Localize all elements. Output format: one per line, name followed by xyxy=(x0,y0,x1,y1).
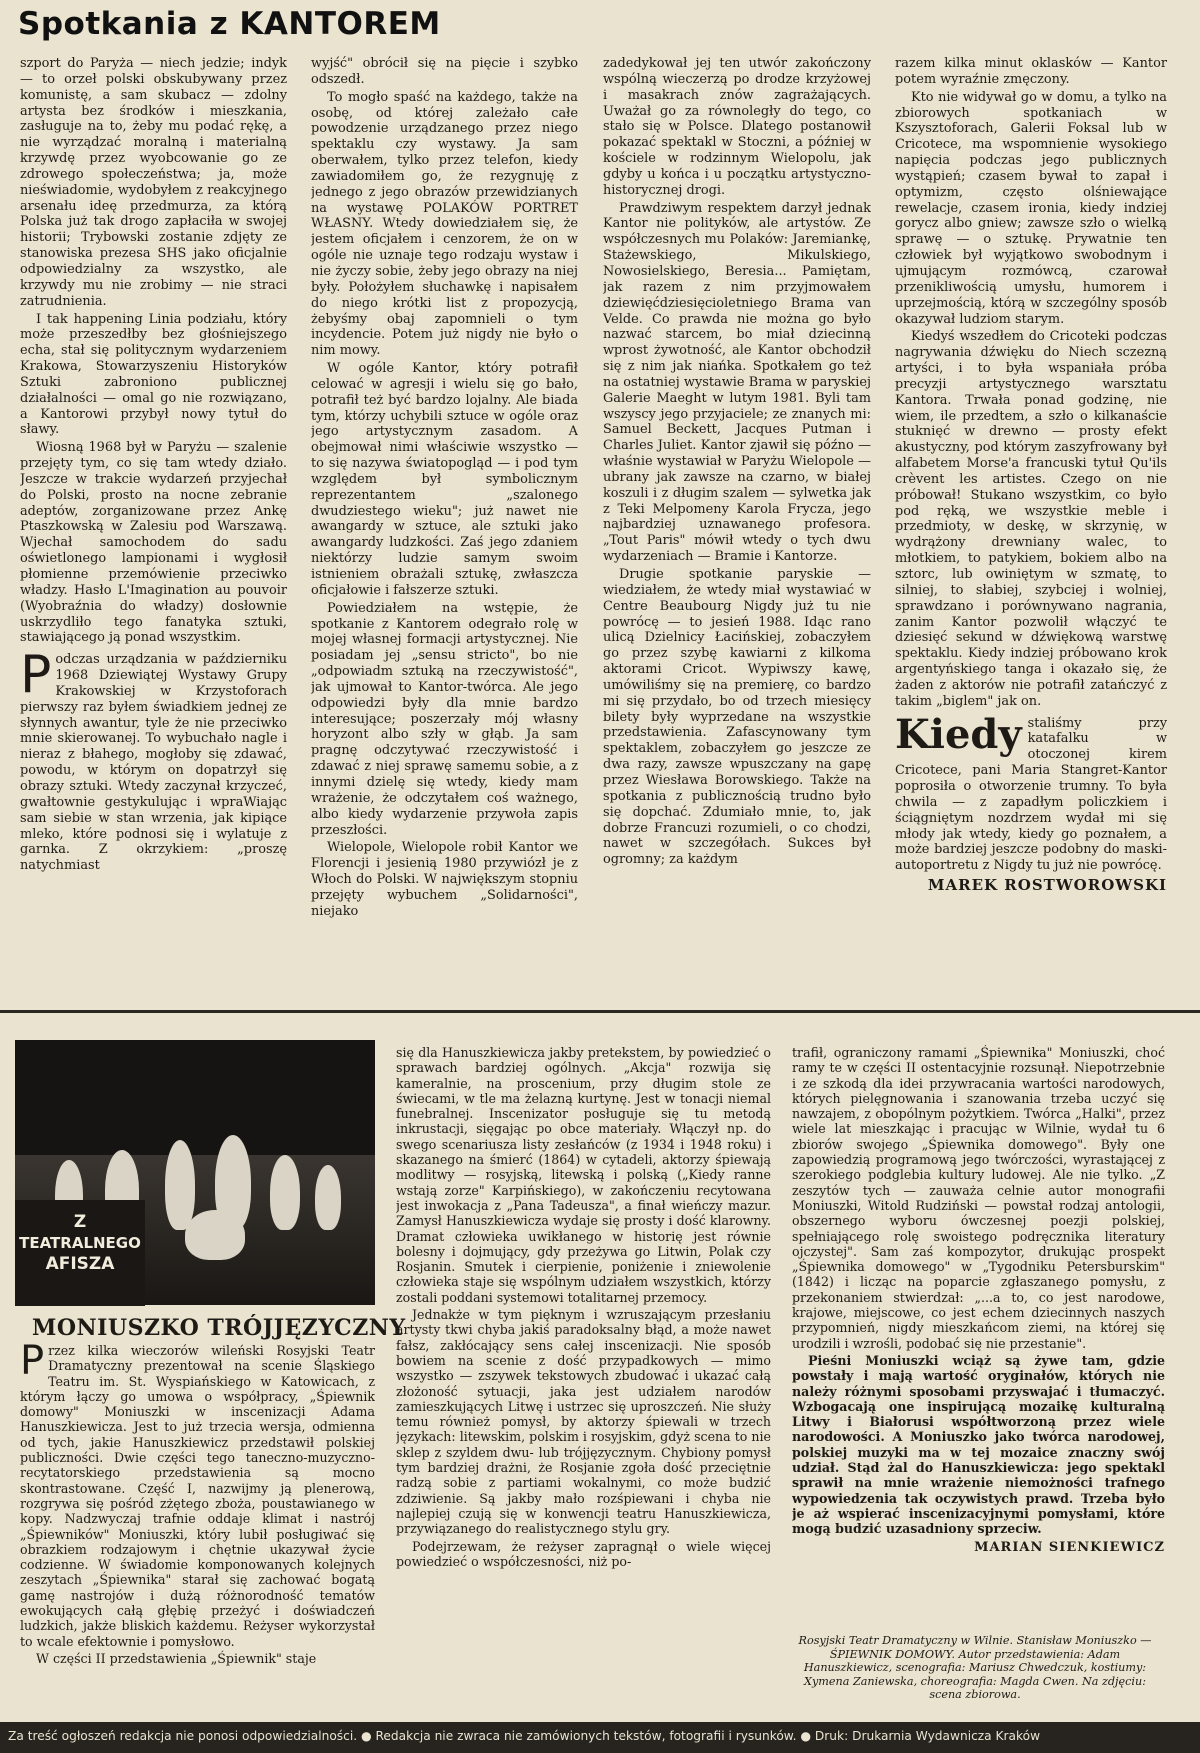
paragraph-text: rzez kilka wieczorów wileński Rosyjski Teatr Dramatyczny prezentował na scenie Śląskiego Teatru im. St. Wyspiańskiego w Katowicach, z którym łączy go umowa o współpracy, „Śpiewnik domowy" Moniuszki w inscenizacji Adama Hanuszkiewicza. Jest to już trzecia wersja, odmienna od tych, jakie Hanuszkiewicz przedstawił polskiej publiczności. Dwie części tego taneczno-muzyczno-recytatorskiego przedstawienia są mocno skontrastowane. Część I, nazwijmy ją plenerową, rozgrywa się pośród zżętego zboża, poustawianego w kopy. Nadzwyczaj trafnie oddaje klimat i nastrój „Śpiewników" Moniuszki, który lubił posługiwać się obrazkiem rodzajowym i chętnie ukazywał życie codzienne. W świadomie komponowanych kolejnych zeszytach „Śpiewnika" starał się zachować bogatą gamę nastrojów i dużą różnorodność tematów ewokujących całą głębię przeżyć i doświadczeń ludzkich, jakże bliskich każdemu. Reżyser wykorzystał to wcale efektownie i pomysłowo. xyxy=(20,1343,375,1649)
article1-column-2 xyxy=(311,56,578,1004)
paragraph: Prawdziwym respektem darzył jednak Kantor nie polityków, ale artystów. Ze współczesnych mu Polaków: Jaremiankę, Stażewskiego, Mikulskiego, Nowosielskiego, Beresia... Pamiętam, jak razem z nim przyjmowałem dziewięćdziesięcioletniego Brama van Velde. Co prawda nie można go było nazwać starcem, bo miał dziecinną wprost żywotność, ale Kantor obchodził się z nim jak niańka. Spotkałem go też na ostatniej wystawie Brama w paryskiej Galerie Maeght w lutym 1981. Byli tam wszyscy jego przyjaciele; ze znanych mi: Samuel Beckett, Jacques Putman i Charles Juliet. Kantor zjawił się późno — właśnie wystawiał w Paryżu Wielopole — ubrany jak zawsze na czarno, w białej koszuli i z długim szalem — sylwetka jak z Teki Melpomeny Karola Frycza, jego najbardziej uznawanego profesora. „Tout Paris" mówił wtedy o tych dwu wydarzeniach — Bramie i Kantorze. xyxy=(603,200,871,565)
drop-cap: P xyxy=(20,645,52,706)
paragraph: To mogło spaść na każdego, także na osobę, od której zależało całe powodzenie urządzanego przez niego spektaklu czy wystawy. Ja sam oberwałem, tylko przez telefon, kiedy zawiadomiłem go, że rezygnuję z jednego z jego obrazów przewidzianych na wystawę POLAKÓW PORTRET WŁASNY. Wtedy dowiedziałem się, że jestem oficjałem i cenzorem, że on w ogóle nie uznaje tego rodzaju wystaw i nie życzy sobie, żeby jego obrazy na niej były. Położyłem słuchawkę i napisałem do niego krótki list z propozycją, żebyśmy obaj zapomnieli o tym incydencie. Potem już nigdy nie było o nim mowy. xyxy=(311,89,578,359)
drop-word: Kiedy xyxy=(895,715,1022,758)
badge-line: AFISZA xyxy=(45,1254,115,1274)
article1-column-4 xyxy=(895,56,1167,1004)
paragraph xyxy=(20,645,287,874)
performer-figure xyxy=(270,1155,300,1230)
article1-column-3 xyxy=(603,56,871,1004)
footer-notice: Za treść ogłoszeń redakcja nie ponosi odpowiedzialności. ● Redakcja nie zwraca nie zamówionych tekstów, fotografii i rysunków. ● Druk: Drukarnia Wydawnicza Kraków xyxy=(0,1722,1200,1753)
paragraph: Wiosną 1968 był w Paryżu — szalenie przejęty tym, co się tam wtedy działo. Jeszcze w trakcie wydarzeń przyjechał do Polski, prosto na nocne zebranie adeptów, zorganizowane przez Ankę Ptaszkowską w Zalesiu pod Warszawą. Wjechał samochodem do sadu oświetlonego lampionami i wygłosił płomienne przemówienie przeciwko władzy. Hasło L'Imagination au pouvoir (Wyobraźnia do władzy) dosłownie uskrzydliło tego fanatyka sztuki, stawiającego ją ponad wszystkim. xyxy=(20,440,287,646)
paragraph: Jednakże w tym pięknym i wzruszającym przesłaniu artysty tkwi chyba jakiś paradoksalny błąd, a może nawet fałsz, zakłócający sens całej inscenizacji. Nie sposób bowiem na scenie z dość przypadkowych — mimo wszystko — zszywek tekstowych zbudować i ukazać całą złożoność sytuacji, jaka jest udziałem narodów zamieszkujących Litwę i ustrzec się uproszczeń. Nie służy temu również pomysł, by aktorzy śpiewali w trzech językach: litewskim, polskim i rosyjskim, gdyż scena to nie sklep z szyldem dwu- lub trójjęzycznym. Chybiony pomysł tym bardziej drażni, że Rosjanie zgoła dość przeciętnie radzą sobie z partiami wokalnymi, co może budzić zdziwienie. Są jakby mało rozśpiewani i chyba nie najlepiej czują się w konwencji teatru Hanuszkiewicza, przywiązanego do realistycznego stylu gry. xyxy=(396,1307,771,1537)
paragraph: I tak happening Linia podziału, który może przeszedłby bez głośniejszego echa, stał się politycznym wydarzeniem Krakowa, Stowarzyszeniu Historyków Sztuki zabroniono publicznej działalności — omal go nie rozwiązano, a Kantorowi przybył nowy tytuł do sławy. xyxy=(20,311,287,438)
paragraph: Kiedyś wszedłem do Cricoteki podczas nagrywania dźwięku do Niech sczezną artyści, i to była wspaniała próba precyzji artystycznego warsztatu Kantora. Trwała ponad godzinę, nie wiem, ile przedtem, a szło o kilkanaście stuknięć w drewno — prosty efekt akustyczny, pod którym zaszyfrowany był alfabetem Morse'a francuski tytuł Qu'ils crèvent les artistes. Czego on nie próbował! Stukano wszystkim, co było pod ręką, we wszystkie meble i przedmioty, w deskę, w skrzynię, w wydrążony drewniany walec, to młotkiem, to patykiem, bokiem albo na sztorc, lub owiniętym w szmatę, to silniej, to słabiej, szybciej i wolniej, sprawdzano i porównywano nagrania, zanim Kantor pozwolił włączyć te dziesięć sekund w dźwiękową warstwę spektaklu. Kiedy indziej próbowano krok argentyńskiego tanga i okazało się, że żaden z aktorów nie potrafił zatańczyć z takim „biglem" jak on. xyxy=(895,329,1167,709)
paragraph: Powiedziałem na wstępie, że spotkanie z Kantorem odegrało rolę w mojej własnej formacji artystycznej. Nie posiadam jej „sensu stricto", bo nie „odpowiadm sztuką na rzeczywistość", jak ujmował to Kantor-twórca. Ale jego odpowiedzi były dla mnie bardzo interesujące; poszerzały mój własny horyzont albo szły w głąb. Ja sam pragnę odczytywać rzeczywistość i zdawać z niej sprawę samemu sobie, a z innymi dzielę się wtedy, kiedy mam wrażenie, że odczytałem coś ważnego, albo kiedy wydarzenie przywoła zapis przeszłości. xyxy=(311,600,578,838)
paragraph: W ogóle Kantor, który potrafił celować w agresji i wielu się go bało, potrafił też być bardzo lojalny. Ale biada tym, którzy uchybili sztuce w ogóle oraz jego artystycznym zasadom. A obejmował nimi właściwie wszystko — to się nazywa światopogląd — i pod tym względem był symbolicznym reprezentantem „szalonego dwudziestego wieku"; już nawet nie awangardy w sztuce, ale sztuki jako awangardy ludzkości. Zaś jego zdaniem niektórzy ludzie samym swoim istnieniem obrażali sztukę, zwłaszcza oficjałowie i fałszerze sztuki. xyxy=(311,361,578,598)
article2-column-2 xyxy=(396,1045,771,1719)
paragraph: W części II przedstawienia „Śpiewnik" staje xyxy=(36,1650,317,1666)
paragraph: wyjść" obrócił się na pięcie i szybko odszedł. xyxy=(311,56,578,87)
badge-line: TEATRALNEGO xyxy=(19,1234,141,1252)
paragraph: Pieśni Moniuszki wciąż są żywe tam, gdzie powstały i mają wartość oryginałów, których nie należy różnymi sposobami przyswajać i tłumaczyć. Wzbogacają one inspirującą mozaikę kulturalną Litwy i Białorusi współtworzoną przez wiele narodowości. A Moniuszko jako twórca narodowej, polskiej muzyki ma w tej mozaice znaczny swój udział. Stąd żal do Hanuszkiewicza: jego spektakl sprawił na mnie wrażenie niemożności trafnego wypowiedzenia tak oczywistych prawd. Trzeba było je aż wspierać inscenizacyjnymi pomysłami, które mogą budzić uzasadniony sprzeciw. xyxy=(792,1352,1165,1537)
article2-column-3 xyxy=(792,1045,1165,1633)
paragraph: się dla Hanuszkiewicza jakby pretekstem, by powiedzieć o sprawach bardziej ogólnych. „Akcja" rozwija się kameralnie, na proscenium, przy długim stole ze świecami, w tle ma żelazną kurtynę. Jest w tonacji niemal funebralnej. Inscenizator posługuje się tu metodą inkrustacji, sięgając po obce materiały. Włączył np. do swego scenariusza listy zesłańców (z 1934 i 1948 roku) i skazanego na śmierć (1864) w cytadeli, aktorzy śpiewają modlitwy — rosyjską, litewską i polską („Kiedy ranne wstają zorze" Karpińskiego), w zakończeniu recytowana jest inwokacja z „Pana Tadeusza", a finał wieńczy mazur. Zamysł Hanuszkiewicza wydaje się prosty i dość klarowny. Dramat człowieka uwikłanego w historię jest równie bolesny i dojmujący, gdy przeżywa go Litwin, Polak czy Rosjanin. Smutek i cierpienie, poniżenie i zniewolenie człowieka staje się wspólnym udziałem wszystkich, którzy zostali poddani systemowi totalitarnej przemocy. xyxy=(396,1045,771,1305)
section-title: Spotkania z KANTOREM xyxy=(18,6,441,42)
paragraph: Kto nie widywał go w domu, a tylko na zbiorowych spotkaniach w Kszysztoforach, Galerii Foksal lub w Cricotece, ma wspomnienie wysokiego napięcia podczas jego publicznych wystąpień; czasem bywał to zapał i optymizm, często olśniewające rewelacje, czasem ironia, kiedy indziej gorycz albo gniew; zawsze szło o wielką sprawę — o sztukę. Prywatnie ten człowiek był wyjątkowo swobodnym i ujmującym rozmówcą, czarował przenikliwością umysłu, humorem i uprzejmością, którą w szczególny sposób okazywał ludziom starym. xyxy=(895,89,1167,327)
drop-cap: P xyxy=(20,1343,45,1384)
paragraph: Wielopole, Wielopole robił Kantor we Florencji i jesienią 1980 przywiózł je z Włoch do Polski. W największym stopniu przejęty wybuchem „Solidarności", niejako xyxy=(311,840,578,919)
paragraph-text: staliśmy przy katafalku w otoczonej kirem Cricotece, pani Maria Stangret-Kantor poprosiła o otworzenie trumny. To była chwila — z zapadłym policzkiem i ściągniętym nozdrzem wydał mi się młody jak wtedy, kiedy go poznałem, a może bardziej jeszcze podobny do maski-autoportretu z Nigdy tu już nie powrócę. xyxy=(895,715,1167,874)
paragraph: Drugie spotkanie paryskie — wiedziałem, że wtedy miał wystawiać w Centre Beaubourg Nigdy już tu nie powrócę — to jesień 1988. Idąc rano ulicą Dzielnicy Łacińskiej, zobaczyłem go przez szybę kawiarni z kilkoma aktorami Cricot. Wypiwszy kawę, umówiliśmy się na premierę, co bardzo mi się przydało, bo od trzech miesięcy bilety były wyprzedane na wszystkie przedstawienia. Zafascynowany tym spektaklem, zobaczyłem go jeszcze ze dwa razy, zawsze wpuszczany na gapę przez Wiesława Borowskiego. Także na spotkania z publicznością trudno było się dopchać. Zdumiało mnie, to, jak dobrze Francuzi rozumieli, o co chodzi, nawet w szczegółach. Sukces był ogromny; za każdym xyxy=(603,567,871,868)
author-signature: MARIAN SIENKIEWICZ xyxy=(974,1539,1165,1555)
article2-column-1 xyxy=(20,1343,375,1719)
performer-figure xyxy=(185,1210,245,1260)
paragraph: zadedykował jej ten utwór zakończony wspólną wieczerzą po drodze krzyżowej i masakrach znów zagrażających. Uważał go za równoległy do tego, co stało się w Polsce. Dlatego postanowił pokazać spektakl w Stoczni, a później w kościele w rodzinnym Wielopolu, jak gdyby u końca i u początku artystyczno-historycznej drogi. xyxy=(603,56,871,198)
paragraph: szport do Paryża — niech jedzie; indyk — to orzeł polski obskubywany przez komunistę, a sam skubacz — zdolny artysta bez środków i mieszkania, zasługuje na to, żeby mu podać rękę, a nie wyrządzać moralną i materialną krzywdę przez wyobcowanie go ze zdrowego społeczeństwa; ja, może nieświadomie, wydobyłem z reakcyjnego arsenału ideę przedmurza, za którą Polska już tak drogo zapłaciła w swojej historii; Trybowski zostanie zdjęty ze stanowiska prezesa SHS jako oficjalnie odpowiedzialny za wszystko, ale krzywdy mu nie zrobimy — nie straci zatrudnienia. xyxy=(20,56,287,309)
paragraph xyxy=(895,716,1167,874)
author-signature: MAREK ROSTWOROWSKI xyxy=(927,876,1167,895)
column-badge xyxy=(15,1200,145,1306)
photo-caption: Rosyjski Teatr Dramatyczny w Wilnie. Stanisław Moniuszko — ŚPIEWNIK DOMOWY. Autor przedstawienia: Adam Hanuszkiewicz, scenografia: Mariusz Chwedczuk, kostiumy: Xymena Zaniewska, choreografia: Magda Cwen. Na zdjęciu: scena zbiorowa. xyxy=(798,1634,1152,1701)
article-title: MONIUSZKO TRÓJJĘZYCZNY xyxy=(32,1315,406,1341)
paragraph: Podejrzewam, że reżyser zapragnął o wiele więcej powiedzieć o współczesności, niż po- xyxy=(396,1538,771,1569)
article1-column-1 xyxy=(20,56,287,1004)
section-divider xyxy=(0,1010,1200,1013)
paragraph xyxy=(20,1343,375,1649)
paragraph: razem kilka minut oklasków — Kantor potem wyraźnie zmęczony. xyxy=(895,56,1167,87)
badge-line: Z xyxy=(73,1212,87,1232)
paragraph-text: odczas urządzania w październiku 1968 Dziewiątej Wystawy Grupy Krakowskiej w Krzystoforach pierwszy raz byłem świadkiem jednej ze słynnych awantur, tyle że nie przeciwko mnie skierowanej. To wybuchało nagle i nieraz z błahego, mogłoby się zdawać, powodu, w którym on dopatrzył się obrazy sztuki. Wtedy zaczynał krzyczeć, gwałtownie gestykulując i wpraWiając sam siebie w stan wrzenia, jak kipiące mleko, które podnosi się i wylatuje z garnka. Z okrzykiem: „proszę natychmiast xyxy=(20,652,287,874)
paragraph: trafił, ograniczony ramami „Śpiewnika" Moniuszki, choć ramy te w części II ostentacyjnie rozsunął. Niepotrzebnie i ze szkodą dla idei przywracania wartości narodowych, których pielęgnowania i szanowania trzeba uczyć się nawzajem, z obopólnym pożytkiem. Twórca „Halki", przez wiele lat mieszkając i pracując w Wilnie, wydał tu 6 zbiorów swojego „Śpiewnika domowego". Były one zapowiedzią programową jego twórczości, wyrastającej z szerokiego podglebia kultury ludowej. Ale nie tylko. „Z zeszytów tych — zauważa celnie autor monografii Moniuszki, Witold Rudziński — powstał rodzaj antologii, obszernego wyboru ówczesnej poezji polskiej, spełniającego rolę swoistego podręcznika literatury ojczystej". Sam zaś kompozytor, drukując prospekt „Śpiewnika domowego" w „Tygodniku Petersburskim" (1842) i licząc na poparcie zgłaszanego pomysłu, z przekonaniem stwierdzał: „...a to, co jest narodowe, krajowe, miejscowe, co jest echem dziecinnych naszych przypomnień, nigdy mieszkańcom ziemi, na której się urodzili i wzrośli, podobać się nie przestanie". xyxy=(792,1045,1165,1351)
performer-figure xyxy=(165,1140,195,1230)
performer-figure xyxy=(315,1165,341,1230)
